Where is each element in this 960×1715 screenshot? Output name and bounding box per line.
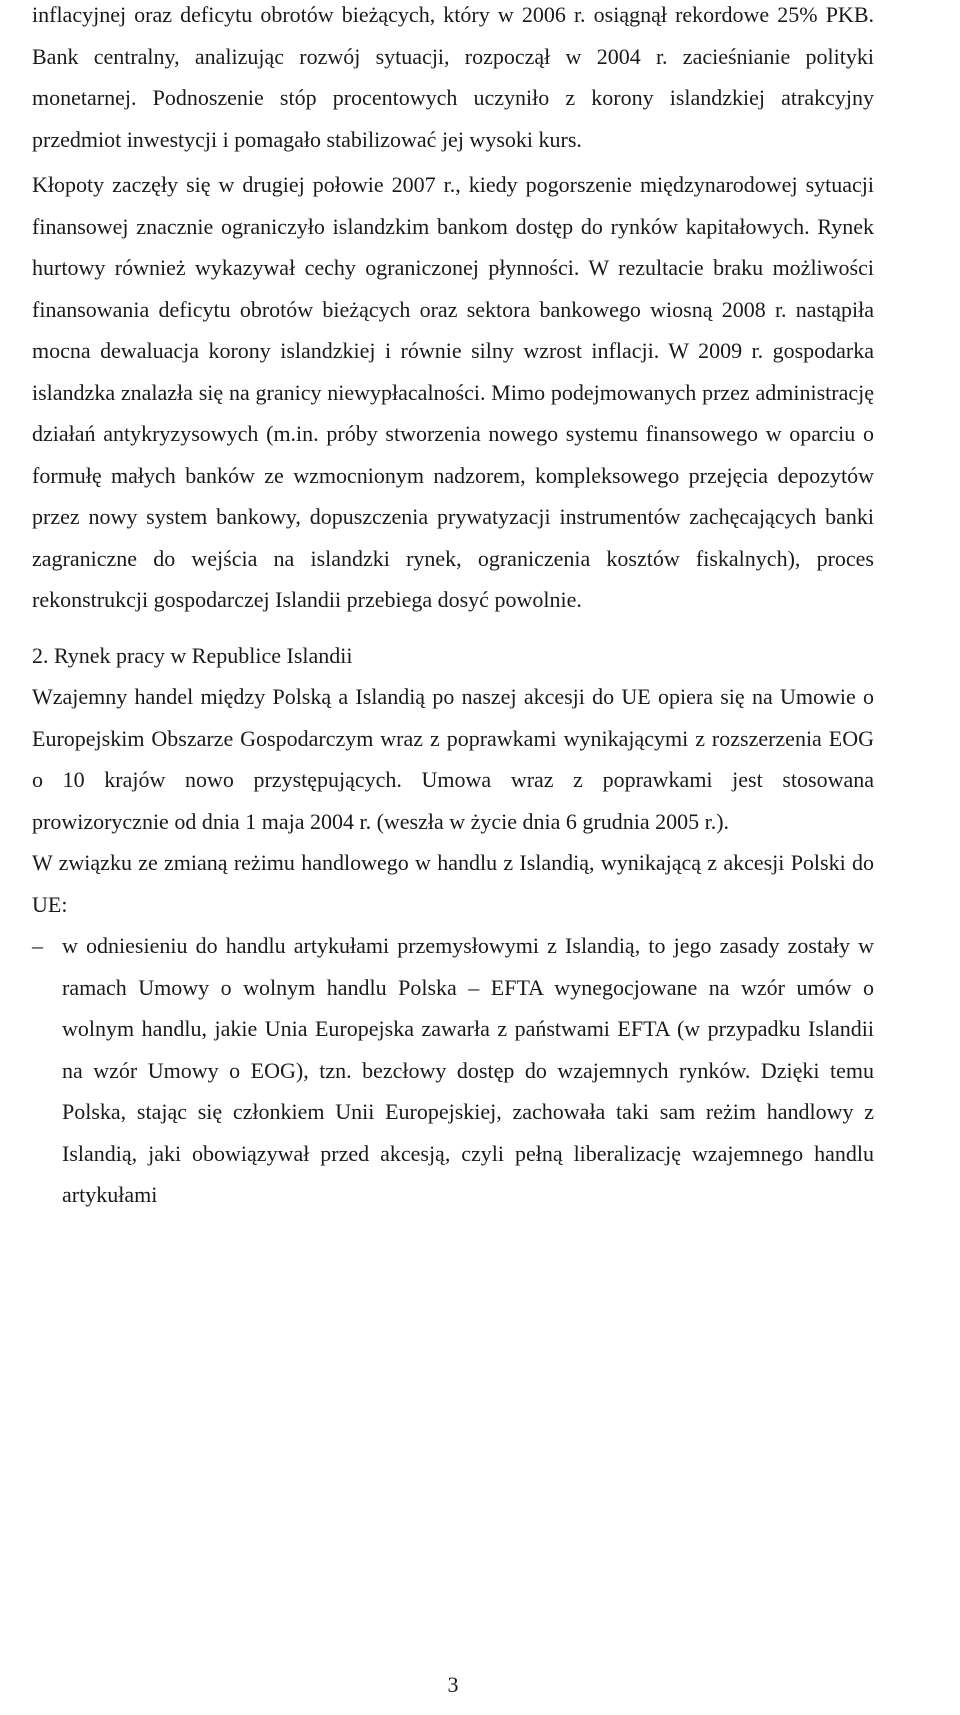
paragraph-monetary-policy: inflacyjnej oraz deficytu obrotów bieżących, który w 2006 r. osiągnął rekordowe 25% PKB. Bank centralny, analizując rozwój sytuacji, rozpoczął w 2004 r. zacieśnianie polityki monetarnej. Podnoszenie stóp procentowych uczyniło z korony islandzkiej atrakcyjny przedmiot inwestycji i pomagało stabilizować jej wysoki kurs. bbox=[32, 2, 874, 152]
paragraph-trade-regime: W związku ze zmianą reżimu handlowego w handlu z Islandią, wynikającą z akcesji Polski do UE: bbox=[32, 850, 874, 917]
list-item-text: w odniesieniu do handlu artykułami przemysłowymi z Islandią, to jego zasady zostały w ramach Umowy o wolnym handlu Polska – EFTA wynegocjowane na wzór umów o wolnym handlu, jakie Unia Europejska zawarła z państwami EFTA (w przypadku Islandii na wzór Umowy o EOG), tzn. bezcłowy dostęp do wzajemnych rynków. Dzięki temu Polska, stając się członkiem Unii Europejskiej, zachowała taki sam reżim handlowy z Islandią, jaki obowiązywał przed akcesją, czyli pełną liberalizację wzajemnego handlu artykułami bbox=[62, 933, 874, 1207]
dash-bullet: – bbox=[32, 933, 43, 958]
document-page bbox=[32, 0, 874, 1216]
paragraph-eea-agreement: Wzajemny handel między Polską a Islandią po naszej akcesji do UE opiera się na Umowie o Europejskim Obszarze Gospodarczym wraz z poprawkami wynikającymi z rozszerzenia EOG o 10 krajów nowo przystępujących. Umowa wraz z poprawkami jest stosowana prowizorycznie od dnia 1 maja 2004 r. (weszła w życie dnia 6 grudnia 2005 r.). bbox=[32, 684, 874, 834]
section-heading: 2. Rynek pracy w Republice Islandii bbox=[32, 642, 353, 668]
paragraph-crisis: Kłopoty zaczęły się w drugiej połowie 2007 r., kiedy pogorszenie międzynarodowej sytuacji finansowej znacznie ograniczyło islandzkim bankom dostęp do rynków kapitałowych. Rynek hurtowy również wykazywał cechy ograniczonej płynności. W rezultacie braku możliwości finansowania deficytu obrotów bieżących oraz sektora bankowego wiosną 2008 r. nastąpiła mocna dewaluacja korony islandzkiej i równie silny wzrost inflacji. W 2009 r. gospodarka islandzka znalazła się na granicy niewypłacalności. Mimo podejmowanych przez administrację działań antykryzysowych (m.in. próby stworzenia nowego systemu finansowego w oparciu o formułę małych banków ze wzmocnionym nadzorem, kompleksowego przejęcia depozytów przez nowy system bankowy, dopuszczenia prywatyzacji instrumentów zachęcających banki zagraniczne do wejścia na islandzki rynek, ograniczenia kosztów fiskalnych), proces rekonstrukcji gospodarczej Islandii przebiega dosyć powolnie. bbox=[32, 172, 874, 612]
page-number: 3 bbox=[447, 1672, 459, 1697]
list-item bbox=[32, 925, 874, 1216]
